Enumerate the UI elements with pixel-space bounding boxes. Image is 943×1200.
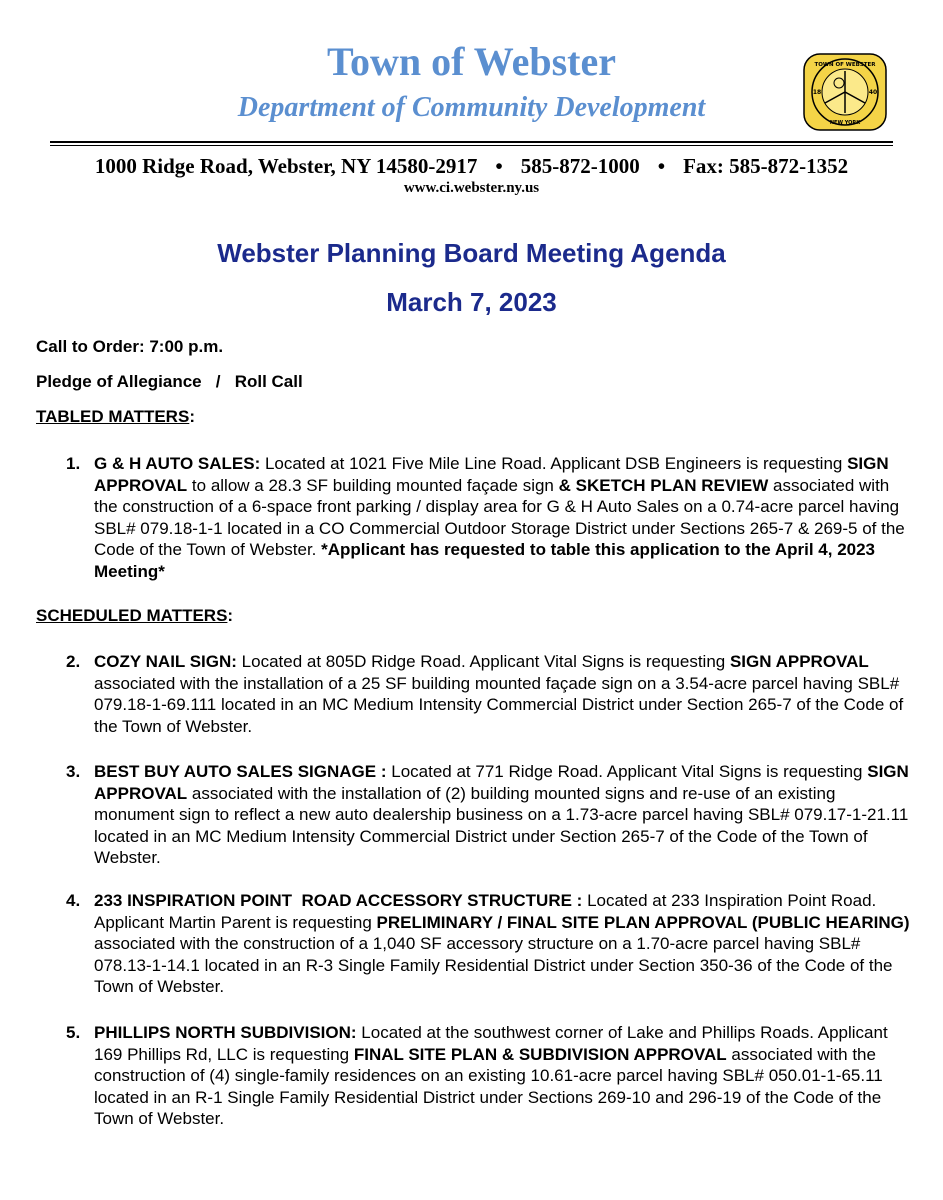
website-link[interactable]: www.ci.webster.ny.us: [403, 180, 540, 196]
town-seal-logo: [803, 53, 887, 131]
header-rule-top: [50, 141, 893, 143]
item-number: 4.: [66, 891, 81, 910]
agenda-item-1: 1. G & H AUTO SALES: Located at 1021 Five Mile Line Road. Applicant DSB Engineers is requesting SIGN APPROVAL to allow a 28.3 SF building mounted façade sign & SKETCH PLAN REVIEW associated with the construction of a 6-space front parking / display area for G & H Auto Sales on a 0.74-acre parcel having SBL# 079.18-1-1 located in a CO Commercial Outdoor Storage District under Sections 265-7 & 269-5 of the Code of the Town of Webster. *Applicant has requested to table this application to the April 4, 2023 Meeting*: [66, 454, 905, 581]
tabled-matters-heading: TABLED MATTERS:: [36, 407, 195, 426]
scheduled-matters-heading: SCHEDULED MATTERS:: [36, 606, 234, 625]
item-name: BEST BUY AUTO SALES SIGNAGE :: [94, 762, 387, 781]
seal-top-text: TOWN OF WEBSTER: [814, 62, 876, 68]
seal-bottom-text: NEW YORK: [829, 120, 861, 126]
fax: Fax: 585-872-1352: [683, 154, 849, 178]
town-title: Town of Webster: [327, 39, 616, 84]
agenda-item-4: 4. 233 INSPIRATION POINT ROAD ACCESSORY STRUCTURE : Located at 233 Inspiration Point Road. Applicant Martin Parent is requesting PRELIMINARY / FINAL SITE PLAN APPROVAL (PUBLIC HEARING) associated with the construction of a 1,040 SF accessory structure on a 1.70-acre parcel having SBL# 078.13-1-14.1 located in an R-3 Single Family Residential District under Section 350-36 of the Code of the Town of Webster.: [66, 891, 910, 996]
seal-year-left: 18: [812, 89, 822, 96]
item-number: 1.: [66, 454, 81, 473]
address-line: [0, 154, 943, 179]
call-to-order: Call to Order: 7:00 p.m.: [36, 337, 224, 356]
phone: 585-872-1000: [520, 154, 640, 178]
item-name: COZY NAIL SIGN:: [94, 652, 237, 671]
item-number: 3.: [66, 762, 81, 781]
bullet-separator: •: [495, 154, 503, 178]
seal-year-right: 40: [868, 89, 878, 96]
pledge-roll-call: Pledge of Allegiance / Roll Call: [36, 372, 303, 391]
tabled-note: *Applicant has requested to table this application to the April 4, 2023 Meeting*: [94, 540, 876, 581]
item-number: 5.: [66, 1023, 81, 1042]
agenda-item-2: 2. COZY NAIL SIGN: Located at 805D Ridge Road. Applicant Vital Signs is requesting SIGN APPROVAL associated with the installation of a 25 SF building mounted façade sign on a 3.54-acre parcel having SBL# 079.18-1-69.111 located in an MC Medium Intensity Commercial District under Section 265-7 of the Code of the Town of Webster.: [66, 652, 904, 736]
header-rule-bottom: [50, 145, 893, 146]
address: 1000 Ridge Road, Webster, NY 14580-2917: [94, 154, 478, 178]
agenda-date: March 7, 2023: [386, 287, 557, 317]
item-number: 2.: [66, 652, 81, 671]
item-name: G & H AUTO SALES:: [94, 454, 261, 473]
item-name: 233 INSPIRATION POINT ROAD ACCESSORY STRUCTURE :: [94, 891, 583, 910]
agenda-item-5: 5. PHILLIPS NORTH SUBDIVISION: Located at the southwest corner of Lake and Phillips Roads. Applicant 169 Phillips Rd, LLC is requesting FINAL SITE PLAN & SUBDIVISION APPROVAL associated with the construction of (4) single-family residences on an existing 10.61-acre parcel having SBL# 050.01-1-65.11 located in an R-1 Single Family Residential District under Sections 269-10 and 296-19 of the Code of the Town of Webster.: [66, 1023, 888, 1128]
agenda-item-3: 3. BEST BUY AUTO SALES SIGNAGE : Located at 771 Ridge Road. Applicant Vital Signs is requesting SIGN APPROVAL associated with the installation of (2) building mounted signs and re-use of an existing monument sign to reflect a new auto dealership business on a 1.73-acre parcel having SBL# 079.17-1-21.11 located in an MC Medium Intensity Commercial District under Section 265-7 of the Code of the Town of Webster.: [66, 762, 909, 867]
bullet-separator: •: [657, 154, 666, 178]
agenda-title: Webster Planning Board Meeting Agenda: [217, 238, 726, 268]
item-name: PHILLIPS NORTH SUBDIVISION:: [94, 1023, 357, 1042]
department-title: Department of Community Development: [237, 92, 706, 123]
